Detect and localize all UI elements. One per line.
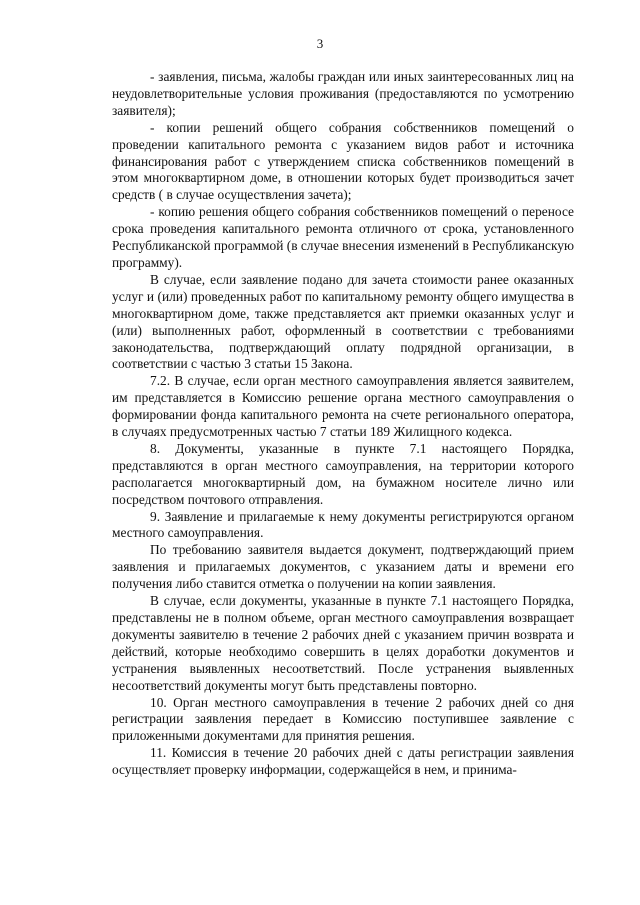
paragraph-8: 8. Документы, указанные в пункте 7.1 настоящего Порядка, представляются в орган местного самоуправления, на территории которого располагается многоквартирный дом, на бумажном носителе лично или посредством почтового отправления. <box>112 440 574 507</box>
paragraph-repair-term-transfer: - копию решения общего собрания собственников помещений о переносе срока проведения капитального ремонта отличного от срока, установленного Республиканской программой (в случае внесения изменений в Республиканскую программу). <box>112 204 574 270</box>
paragraph-incomplete-documents: В случае, если документы, указанные в пункте 7.1 настоящего Порядка, представлены не в полном объеме, орган местного самоуправления возвращает документы заявителю в течение 2 рабочих дней с указанием причин возврата и действий, которые необходимо совершить в целях доработки документов и устранения выявленных несоответствий. После устранения выявленных несоответствий документы могут быть представлены повторно. <box>112 593 574 693</box>
paragraph-7-2: 7.2. В случае, если орган местного самоуправления является заявителем, им представляется в Комиссию решение органа местного самоуправления о формировании фонда капитального ремонта на счете регионального оператора, в случаях предусмотренных частью 7 статьи 189 Жилищного кодекса. <box>112 373 574 440</box>
paragraph-9: 9. Заявление и прилагаемые к нему документы регистрируются органом местного самоуправления. <box>112 508 574 541</box>
paragraph-10: 10. Орган местного самоуправления в течение 2 рабочих дней со дня регистрации заявления передает в Комиссию поступившее заявление с приложенными документами для принятия решения. <box>112 694 574 744</box>
page-number: 3 <box>316 36 324 51</box>
paragraph-meeting-decisions-copies: - копии решений общего собрания собственников помещений о проведении капитального ремонта с указанием видов работ и источника финансирования работ с утверждением списка собственников помещений в этом многоквартирном доме, в отношении которых будет производиться зачет средств ( в случае осуществления зачета); <box>112 119 574 203</box>
paragraph-11: 11. Комиссия в течение 20 рабочих дней с даты регистрации заявления осуществляет проверку информации, содержащейся в нем, и принима- <box>112 745 574 778</box>
paragraph-offset-cost: В случае, если заявление подано для зачета стоимости ранее оказанных услуг и (или) проведенных работ по капитальному ремонту общего имущества в многоквартирном доме, также представляется акт приемки оказанных услуг и (или) выполненных работ, оформленный в соответствии с требованиями законодательства, подтверждающий оплату подрядной организации, в соответствии с частью 3 статьи 15 Закона. <box>112 271 574 372</box>
paragraph-applications-letters: - заявления, письма, жалобы граждан или иных заинтересованных лиц на неудовлетворительные условия проживания (предоставляются по усмотрению заявителя); <box>112 69 574 118</box>
paragraph-receipt-document: По требованию заявителя выдается документ, подтверждающий прием заявления и прилагаемых документов, с указанием даты и времени его получения либо ставится отметка о получении на копии заявления. <box>112 542 574 592</box>
document-body <box>112 69 574 779</box>
